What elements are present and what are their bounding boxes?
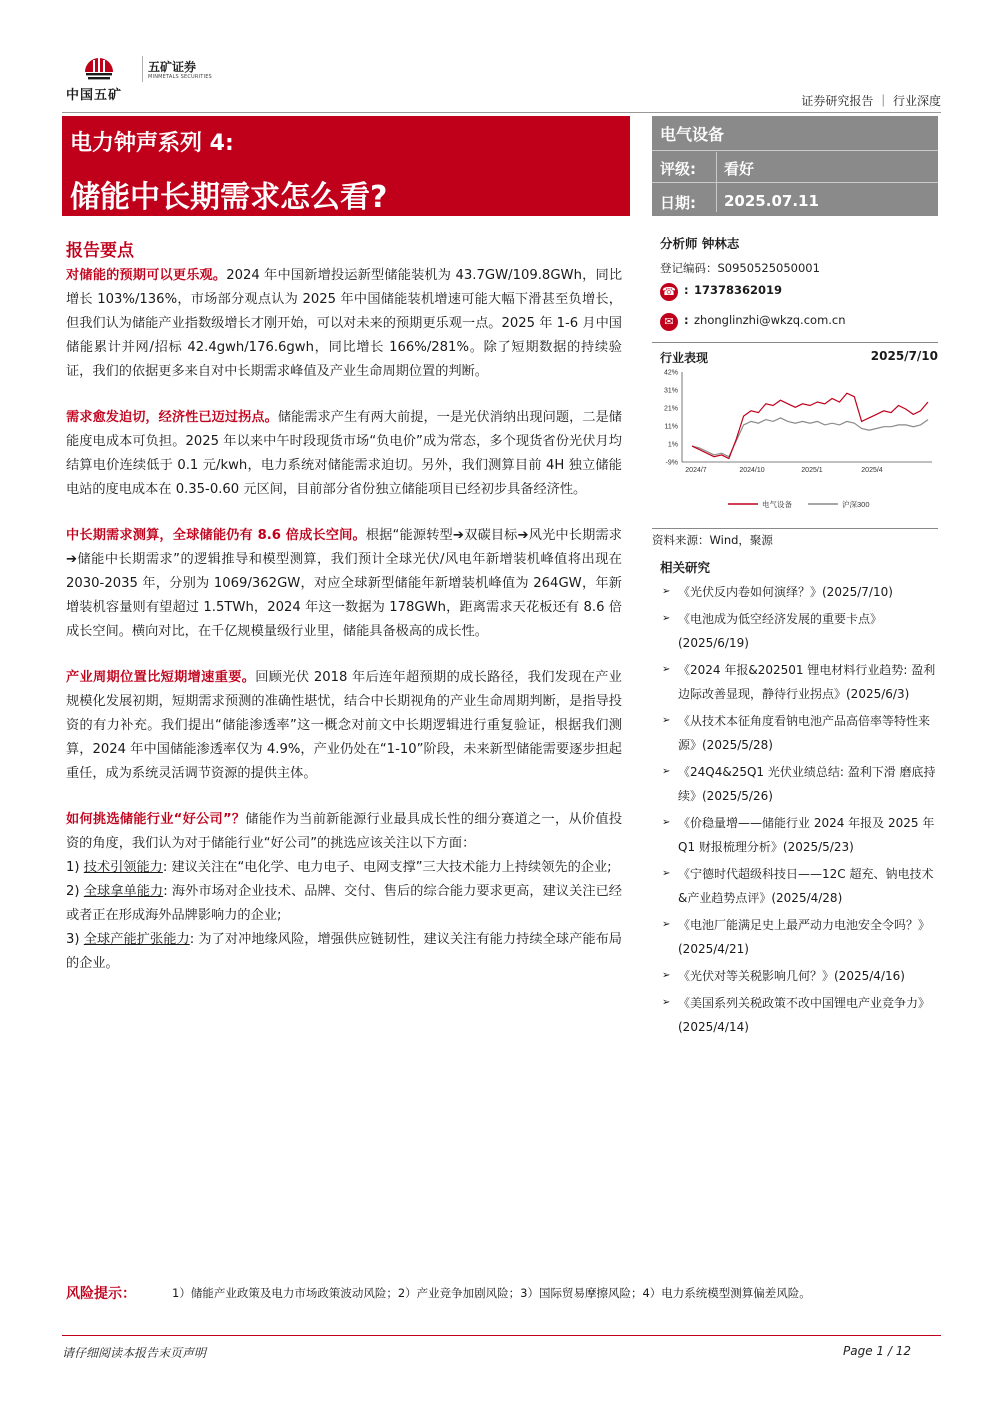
- criteria-key: 技术引领能力: [83, 860, 163, 875]
- paragraph-lead: 需求愈发迫切，经济性已迈过拐点。: [66, 410, 278, 425]
- x-tick-label: 2025/1: [801, 467, 823, 474]
- related-research-item[interactable]: [660, 607, 940, 655]
- phone-colon: :: [684, 283, 689, 297]
- rating-divider: [652, 150, 938, 151]
- logo-divider: [142, 56, 143, 82]
- summary-paragraph: [66, 808, 622, 856]
- arrow-right-icon: ➢: [662, 766, 671, 777]
- legend-label: 电气设备: [762, 500, 792, 509]
- related-research-item[interactable]: [660, 709, 940, 757]
- rating-vertical-divider: [716, 152, 717, 212]
- x-tick-label: 2024/7: [685, 467, 707, 474]
- paragraph-lead: 对储能的预期可以更乐观。: [66, 268, 227, 283]
- risk-label: 风险提示：: [66, 1286, 136, 1302]
- logo-brand-en: MINMETALS SECURITIES: [148, 74, 212, 80]
- analyst-phone: [660, 280, 938, 306]
- y-tick-label: 31%: [663, 387, 678, 395]
- date-label: 日期:: [660, 194, 696, 212]
- related-research-item[interactable]: [660, 658, 940, 706]
- series-line: [692, 418, 928, 457]
- chart-source: 资料来源：Wind，聚源: [652, 528, 938, 548]
- paragraph-lead: 如何挑选储能行业“好公司”？: [66, 812, 246, 827]
- page-number: Page 1 / 12: [843, 1344, 911, 1358]
- date-value: 2025.07.11: [724, 192, 819, 210]
- related-research-item[interactable]: [660, 760, 940, 808]
- performance-date: 2025/7/10: [870, 349, 938, 363]
- date-row: [652, 186, 938, 216]
- y-tick-label: -9%: [665, 459, 678, 467]
- arrow-right-icon: ➢: [662, 715, 671, 726]
- title-banner: [62, 116, 630, 216]
- arrow-right-icon: ➢: [662, 586, 671, 597]
- criteria-text: : 为了对冲地缘风险，增强供应链韧性，建议关注有能力持续全球产能布局的企业。: [66, 932, 622, 971]
- y-tick-label: 42%: [663, 369, 678, 377]
- x-tick-label: 2024/10: [739, 467, 765, 474]
- paragraph-text: 2024 年中国新增投运新型储能装机为 43.7GW/109.8GWh，同比增长 103%/136%，市场部分观点认为 2025 年中国储能装机增速可能大幅下滑甚至负增长，但我们认为储能产业指数级增长才刚开始，可以对未来的预期更乐观一点。2025 年 1-6 月中国储能累计并网/招标 42.4gwh/176.6gwh，同比增长 166%/281%。除了短期数据的持续验证，我们的依据更多来自对中长期需求峰值及产业生命周期位置的判断。: [66, 268, 623, 379]
- logo-group-name: 中国五矿: [66, 88, 123, 103]
- report-title: 储能中长期需求怎么看?: [70, 180, 388, 215]
- paragraph-lead: 产业周期位置比短期增速重要。: [66, 670, 256, 685]
- logo-brand: 五矿证券: [148, 60, 197, 74]
- footer-rule: [62, 1335, 941, 1336]
- paragraph-lead: 中长期需求测算，全球储能仍有 8.6 倍成长空间。: [66, 528, 366, 543]
- criteria-item: [66, 880, 622, 928]
- sector-name: 电气设备: [660, 125, 725, 144]
- related-research-item[interactable]: [660, 811, 940, 859]
- rating-box: [652, 116, 938, 216]
- related-research-text[interactable]: 《电池厂能满足史上最严动力电池安全令吗？》(2025/4/21): [678, 918, 931, 956]
- arrow-right-icon: ➢: [662, 997, 671, 1008]
- y-tick-label: 1%: [667, 441, 678, 449]
- criteria-number: 3): [66, 932, 80, 947]
- related-research-text[interactable]: 《宁德时代超级科技日——12C 超充、钠电技术&产业趋势点评》(2025/4/28): [678, 867, 934, 905]
- report-type: 证券研究报告 ｜ 行业深度: [801, 94, 941, 108]
- related-research-item[interactable]: [660, 991, 940, 1039]
- series-title: 电力钟声系列 4:: [70, 131, 234, 156]
- criteria-key: 全球拿单能力: [83, 884, 164, 899]
- related-research-text[interactable]: 《美国系列关税政策不改中国锂电产业竞争力》(2025/4/14): [678, 996, 931, 1034]
- related-research-text[interactable]: 《电池成为低空经济发展的重要卡点》(2025/6/19): [678, 612, 883, 650]
- arrow-right-icon: ➢: [662, 970, 671, 981]
- criteria-number: 2): [66, 884, 80, 899]
- risk-text: 1）储能产业政策及电力市场政策波动风险；2）产业竞争加剧风险；3）国际贸易摩擦风险；4）电力系统模型测算偏差风险。: [172, 1286, 811, 1300]
- y-tick-label: 21%: [663, 405, 678, 413]
- paragraph-text: 回顾光伏 2018 年后连年超预期的成长路径，我们发现在产业规模化发展初期，短期需求预测的准确性堪忧，结合中长期视角的产业生命周期判断，是指导投资的有力补充。我们提出“储能渗透率”这一概念对前文中长期逻辑进行重复验证，根据我们测算，2024 年中国储能渗透率仅为 4.9%，产业仍处在“1-10”阶段，未来新型储能需要逐步担起重任，成为系统灵活调节资源的提供主体。: [66, 670, 622, 781]
- legend-label: 沪深300: [842, 500, 870, 509]
- arrow-right-icon: ➢: [662, 868, 671, 879]
- date-divider: [652, 182, 938, 183]
- criteria-item: [66, 856, 622, 880]
- analyst-email[interactable]: [660, 310, 938, 336]
- arrow-right-icon: ➢: [662, 919, 671, 930]
- arrow-right-icon: ➢: [662, 817, 671, 828]
- related-research-item[interactable]: [660, 913, 940, 961]
- criteria-text: : 海外市场对企业技术、品牌、交付、售后的综合能力要求更高，建议关注已经或者正在形成海外品牌影响力的企业;: [66, 884, 622, 923]
- related-research-text[interactable]: 《价稳量增——储能行业 2024 年报及 2025 年 Q1 财报梳理分析》(2025/5/23): [678, 816, 935, 854]
- mail-icon: ✉: [660, 313, 678, 331]
- performance-chart: [652, 364, 938, 514]
- rating-value: 看好: [724, 160, 755, 178]
- phone-number: 17378362019: [694, 283, 783, 297]
- analyst-name: 分析师 钟林志: [660, 236, 740, 251]
- summary-paragraph: [66, 666, 622, 786]
- criteria-number: 1): [66, 860, 80, 875]
- analyst-registration: 登记编码：S0950525050001: [660, 261, 820, 275]
- header-rule: [62, 112, 941, 113]
- summary-body: [66, 264, 622, 976]
- summary-heading: 报告要点: [66, 241, 134, 261]
- summary-paragraph: [66, 264, 622, 384]
- performance-title: 行业表现: [660, 351, 709, 365]
- paragraph-text: 储能需求产生有两大前提，一是光伏消纳出现问题，二是储能度电成本可负担。2025 年以来中午时段现货市场“负电价”成为常态，多个现货省份光伏月均结算电价连续低于 0.1 元/kwh，电力系统对储能需求迫切。另外，我们测算目前 4H 独立储能电站的度电成本在 0.35-0.60 元区间，目前部分省份独立储能项目已经初步具备经济性。: [66, 410, 622, 497]
- rating-row: [652, 152, 938, 182]
- criteria-key: 全球产能扩张能力: [83, 932, 190, 947]
- y-tick-label: 11%: [664, 423, 678, 431]
- company-logo: [62, 44, 212, 103]
- x-tick-label: 2025/4: [861, 467, 883, 474]
- rating-label: 评级:: [660, 160, 696, 178]
- related-research-text[interactable]: 《从技术本征角度看钠电池产品高倍率等特性来源》(2025/5/28): [678, 714, 931, 752]
- paragraph-text: 储能作为当前新能源行业最具成长性的细分赛道之一，从价值投资的角度，我们认为对于储能行业“好公司”的挑选应该关注以下方面：: [66, 812, 623, 851]
- related-research-text[interactable]: 《2024 年报&202501 锂电材料行业趋势: 盈利边际改善显现，静待行业拐点》(2025/6/3): [678, 663, 936, 701]
- related-research-item[interactable]: [660, 580, 940, 604]
- related-research-title: 相关研究: [660, 560, 711, 575]
- related-research-text[interactable]: 《24Q4&25Q1 光伏业绩总结: 盈利下滑 磨底持续》(2025/5/26): [678, 765, 936, 803]
- paragraph-text: 根据“能源转型➔双碳目标➔风光中长期需求➔储能中长期需求”的逻辑推导和模型测算，我们预计全球光伏/风电年新增装机峰值将出现在 2030-2035 年，分别为 1069/362GW，对应全球新型储能年新增装机峰值为 264GW，年新增装机容量则有望超过 1.5TWh，2024 年这一数据为 178GWh，距离需求天花板还有 8.6 倍成长空间。横向对比，在千亿规模量级行业里，储能具备极高的成长性。: [66, 528, 622, 639]
- related-research-text[interactable]: 《光伏反内卷如何演绎？》(2025/7/10): [678, 585, 893, 599]
- phone-icon: ☎: [660, 283, 678, 301]
- arrow-right-icon: ➢: [662, 613, 671, 624]
- email-address[interactable]: zhonglinzhi@wkzq.com.cn: [694, 313, 846, 327]
- criteria-text: : 建议关注在“电化学、电力电子、电网支撑”三大技术能力上持续领先的企业;: [162, 860, 612, 875]
- risk-warning: [66, 1283, 946, 1307]
- email-colon: :: [684, 313, 689, 327]
- related-research-text[interactable]: 《光伏对等关税影响几何？》(2025/4/16): [678, 969, 905, 983]
- criteria-item: [66, 928, 622, 976]
- related-research-item[interactable]: [660, 964, 940, 988]
- related-research-item[interactable]: [660, 862, 940, 910]
- arrow-right-icon: ➢: [662, 664, 671, 675]
- logo-emblem-icon: [82, 46, 116, 82]
- summary-paragraph: [66, 406, 622, 502]
- summary-paragraph: [66, 524, 622, 644]
- related-research-list: [660, 580, 940, 1042]
- analyst-info: [652, 234, 938, 336]
- footer-disclaimer: 请仔细阅读本报告末页声明: [62, 1346, 207, 1360]
